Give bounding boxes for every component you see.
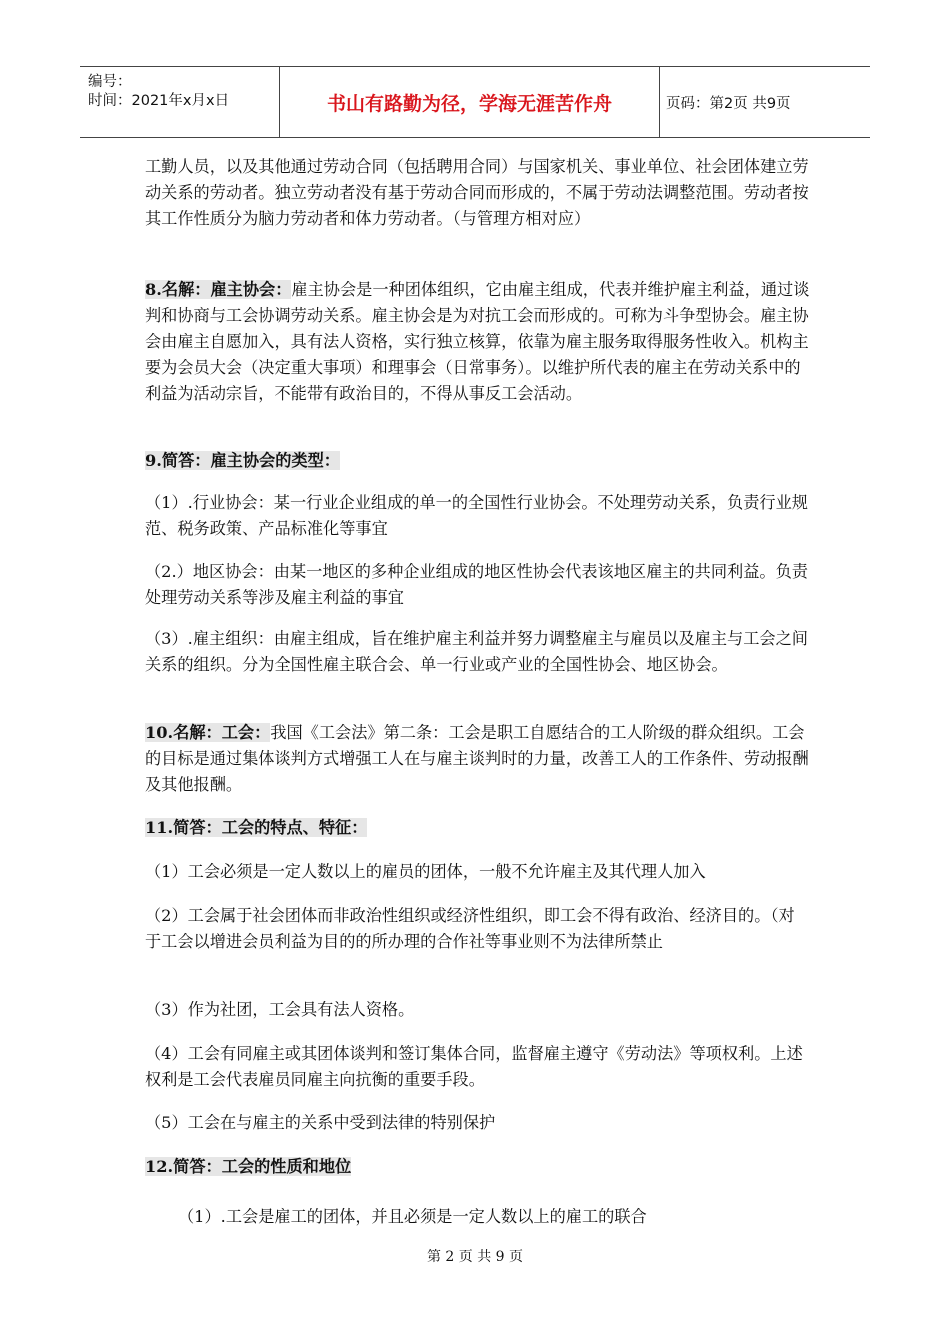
header-page-label: 页码：第2页 共9页: [666, 95, 791, 112]
q8-body: 雇主协会是一种团体组织，它由雇主组成，代表并维护雇主利益，通过谈判和协商与工会协调劳动关系。雇主协会是为对抗工会而形成的。可称为斗争型协会。雇主协会由雇主自愿加入，具有法人资格，实行独立核算，依靠为雇主服务取得服务性收入。机构主要为会员大会（决定重大事项）和理事会（日常事务）。以维护所代表的雇主在劳动关系中的利益为活动宗旨，不能带有政治目的，不得从事反工会活动。: [145, 280, 810, 403]
q11-title: 11.简答：工会的特点、特征：: [145, 818, 368, 837]
q12-title: 12.简答：工会的性质和地位: [145, 1157, 352, 1176]
q9-heading: [145, 448, 810, 474]
q8-paragraph: [145, 277, 810, 407]
q10-title: 10.名解：工会：: [145, 723, 271, 742]
q11-item-4: （4）工会有同雇主或其团体谈判和签订集体合同，监督雇主遵守《劳动法》等项权利。上述权利是工会代表雇员同雇主向抗衡的重要手段。: [145, 1044, 803, 1089]
q11-item-3: （3）作为社团，工会具有法人资格。: [145, 1000, 415, 1019]
page-header: [80, 66, 870, 138]
q9-item-2: （2.）地区协会：由某一地区的多种企业组成的地区性协会代表该地区雇主的共同利益。负责处理劳动关系等涉及雇主利益的事宜: [145, 562, 808, 607]
q11-item-2: （2）工会属于社会团体而非政治性组织或经济性组织，即工会不得有政治、经济目的。（对于工会以增进会员利益为目的的所办理的合作社等事业则不为法律所禁止: [145, 906, 795, 951]
intro-paragraph: 工勤人员，以及其他通过劳动合同（包括聘用合同）与国家机关、事业单位、社会团体建立劳动关系的劳动者。独立劳动者没有基于劳动合同而形成的，不属于劳动法调整范围。劳动者按其工作性质分为脑力劳动者和体力劳动者。（与管理方相对应）: [145, 157, 809, 228]
q8-title: 8.名解：雇主协会：: [145, 280, 292, 299]
header-motto: 书山有路勤为径，学海无涯苦作舟: [280, 67, 660, 137]
q12-heading: [145, 1154, 810, 1180]
q9-title: 9.简答：雇主协会的类型：: [145, 451, 340, 470]
q10-body: 我国《工会法》第二条：工会是职工自愿结合的工人阶级的群众组织。工会的目标是通过集体谈判方式增强工人在与雇主谈判时的力量，改善工人的工作条件、劳动报酬及其他报酬。: [145, 723, 809, 794]
page-footer: 第 2 页 共 9 页: [426, 1249, 524, 1265]
header-meta: [80, 67, 280, 137]
q12-item-1: （1）.工会是雇工的团体，并且必须是一定人数以上的雇工的联合: [178, 1207, 647, 1226]
q9-item-3: （3）.雇主组织：由雇主组成，旨在维护雇主利益并努力调整雇主与雇员以及雇主与工会之间关系的组织。分为全国性雇主联合会、单一行业或产业的全国性协会、地区协会。: [145, 629, 808, 674]
q9-item-1: （1）.行业协会：某一行业企业组成的单一的全国性行业协会。不处理劳动关系，负责行业规范、税务政策、产品标准化等事宜: [145, 493, 808, 538]
q11-item-1: （1）工会必须是一定人数以上的雇员的团体，一般不允许雇主及其代理人加入: [145, 862, 706, 881]
number-label: 编号：: [88, 74, 132, 90]
date-label: 时间：2021年x月x日: [88, 93, 230, 109]
q11-item-5: （5）工会在与雇主的关系中受到法律的特别保护: [145, 1113, 496, 1132]
q11-heading: [145, 815, 810, 841]
q10-paragraph: [145, 720, 810, 798]
